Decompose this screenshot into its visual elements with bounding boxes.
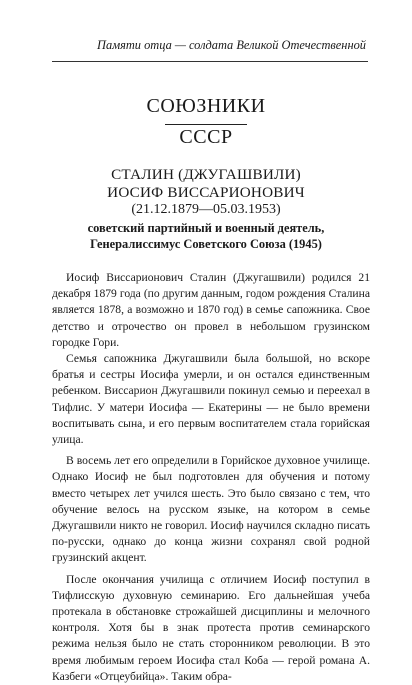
body-paragraph: Семья сапожника Джугашвили была большой, но вскоре братья и сестры Иосифа умерли, и он остался единственным ребенком. Виссарион Джугашвили покинул семью и переехал в Тифлис. У матери Иосифа — Екатерины — не было времени воспитывать сына, и его первым воспитателем стала горийская улица. <box>52 352 370 447</box>
person-role-line-2: Генералиссимус Советского Союза (1945) <box>90 237 322 251</box>
page-epigraph: Памяти отца — солдата Великой Отечественной <box>97 38 366 52</box>
person-name-line-2: ИОСИФ ВИССАРИОНОВИЧ <box>107 184 305 201</box>
section-title: СОЮЗНИКИ <box>146 95 266 117</box>
body-paragraph: После окончания училища с отличием Иосиф поступил в Тифлисскую духовную семинарию. Его дальнейшая учеба протекала в обстановке строжайшей дисциплины и мелочного контроля. Хотя бы в знак протеста против семинарского режима нельзя было не стать сторонником революции. В это время любимым героем Иосифа стал Коба — герой романа А. Казбеги «Отцеубийца». Таким обра- <box>52 572 370 683</box>
section-subtitle: СССР <box>179 126 233 148</box>
person-life-dates: (21.12.1879—05.03.1953) <box>131 202 281 217</box>
person-role <box>0 220 412 252</box>
person-role-line-1: советский партийный и военный деятель, <box>87 221 325 235</box>
section-divider <box>165 124 247 125</box>
body-paragraph: В восемь лет его определили в Горийское духовное училище. Однако Иосиф не был подготовлен для обучения и потому вместо четырех лет учился шесть. Это было связано с тем, что обучение велось на русском языке, на котором в семье Джугашвили никто не говорил. Иосиф научился складно писать по-русски, однако до конца жизни сохранял свой родной грузинский акцент. <box>52 454 370 565</box>
person-name <box>0 166 412 202</box>
body-text <box>52 270 370 685</box>
body-paragraph: Иосиф Виссарионович Сталин (Джугашвили) родился 21 декабря 1879 года (по другим данным, годом рождения Сталина является 1878, а возможно и 1870 год) в семье сапожника. Свое детство и отрочество он провел в небольшом грузинском городке Гори. <box>52 271 370 349</box>
header-divider <box>52 61 368 62</box>
person-name-line-1: СТАЛИН (ДЖУГАШВИЛИ) <box>111 166 301 183</box>
